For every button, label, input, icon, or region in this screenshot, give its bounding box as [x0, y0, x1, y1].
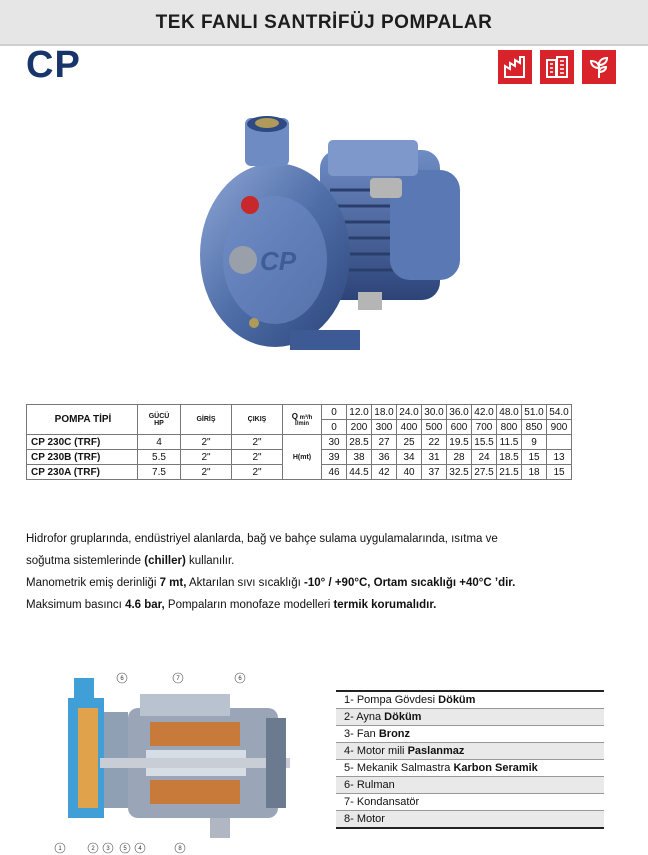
- model-code: CP: [26, 44, 81, 86]
- model-cell: CP 230A (TRF): [27, 465, 138, 480]
- h-cell: 13: [547, 450, 572, 465]
- description-line: Maksimum basıncı 4.6 bar, Pompaların monofaze modelleri termik korumalıdır.: [26, 599, 437, 611]
- q-lmin-cell: 200: [347, 420, 372, 435]
- description-line: Hidrofor gruplarında, endüstriyel alanlarda, bağ ve bahçe sulama uygulamalarında, ısıtma ve: [26, 533, 498, 545]
- h-cell: 30: [322, 435, 347, 450]
- q-lmin-cell: 600: [447, 420, 472, 435]
- q-m3h-cell: 12.0: [347, 405, 372, 420]
- col-model-header: POMPA TİPİ: [27, 405, 138, 435]
- page-header: [0, 0, 648, 46]
- h-cell: 19.5: [447, 435, 472, 450]
- model-cell: CP 230C (TRF): [27, 435, 138, 450]
- inlet-cell: 2": [181, 450, 232, 465]
- h-cell: 28: [447, 450, 472, 465]
- h-cell: 46: [322, 465, 347, 480]
- callout-7: 7: [176, 676, 180, 682]
- svg-text:CP: CP: [260, 246, 297, 276]
- h-cell: 11.5: [497, 435, 522, 450]
- description-line: soğutma sistemlerinde (chiller) kullanılır.: [26, 555, 235, 567]
- h-cell: [547, 435, 572, 450]
- industry-icon: [498, 50, 532, 84]
- q-lmin-cell: 500: [422, 420, 447, 435]
- h-cell: 37: [422, 465, 447, 480]
- q-m3h-cell: 54.0: [547, 405, 572, 420]
- callout-8: 8: [178, 846, 182, 852]
- col-inlet-header: GİRİŞ: [181, 405, 232, 435]
- callout-1: 1: [58, 846, 62, 852]
- callout-2: 2: [91, 846, 95, 852]
- h-cell: 28.5: [347, 435, 372, 450]
- h-cell: 15: [522, 450, 547, 465]
- q-m3h-cell: 24.0: [397, 405, 422, 420]
- h-cell: 25: [397, 435, 422, 450]
- outlet-cell: 2": [232, 465, 283, 480]
- h-cell: 40: [397, 465, 422, 480]
- list-item: 3- Fan Bronz: [336, 726, 604, 743]
- q-m3h-cell: 42.0: [472, 405, 497, 420]
- h-cell: 44.5: [347, 465, 372, 480]
- h-cell: 27: [372, 435, 397, 450]
- h-cell: 15: [547, 465, 572, 480]
- q-lmin-cell: 400: [397, 420, 422, 435]
- h-cell: 39: [322, 450, 347, 465]
- q-lmin-cell: 0: [322, 420, 347, 435]
- q-m3h-cell: 51.0: [522, 405, 547, 420]
- page-title: TEK FANLI SANTRİFÜJ POMPALAR: [155, 12, 493, 33]
- list-item: 1- Pompa Gövdesi Döküm: [336, 692, 604, 709]
- parts-list: [336, 690, 604, 829]
- h-cell: 36: [372, 450, 397, 465]
- outlet-cell: 2": [232, 450, 283, 465]
- cutaway-diagram: [40, 668, 310, 854]
- h-cell: 32.5: [447, 465, 472, 480]
- list-item: 7- Kondansatör: [336, 794, 604, 811]
- q-lmin-cell: 850: [522, 420, 547, 435]
- q-lmin-cell: 300: [372, 420, 397, 435]
- pump-photo: [190, 110, 480, 370]
- plant-icon: [582, 50, 616, 84]
- h-cell: 38: [347, 450, 372, 465]
- h-cell: 9: [522, 435, 547, 450]
- outlet-cell: 2": [232, 435, 283, 450]
- application-icons: [498, 50, 616, 84]
- q-m3h-cell: 48.0: [497, 405, 522, 420]
- power-cell: 4: [138, 435, 181, 450]
- q-lmin-cell: 700: [472, 420, 497, 435]
- model-cell: CP 230B (TRF): [27, 450, 138, 465]
- q-lmin-cell: 800: [497, 420, 522, 435]
- callout-5: 5: [123, 846, 127, 852]
- h-cell: 18.5: [497, 450, 522, 465]
- q-header: Q m³/h l/min: [283, 405, 322, 435]
- list-item: 4- Motor mili Paslanmaz: [336, 743, 604, 760]
- col-power-header: GÜCÜ HP: [138, 405, 181, 435]
- h-cell: 34: [397, 450, 422, 465]
- q-m3h-cell: 0: [322, 405, 347, 420]
- callout-3: 3: [106, 846, 110, 852]
- q-m3h-cell: 30.0: [422, 405, 447, 420]
- inlet-cell: 2": [181, 435, 232, 450]
- inlet-cell: 2": [181, 465, 232, 480]
- h-cell: 31: [422, 450, 447, 465]
- list-item: 5- Mekanik Salmastra Karbon Seramik: [336, 760, 604, 777]
- callout-6b: 6: [238, 676, 242, 682]
- h-label-cell: H(mt): [283, 435, 322, 480]
- q-m3h-cell: 18.0: [372, 405, 397, 420]
- table-row: [27, 435, 572, 450]
- list-item: 2- Ayna Döküm: [336, 709, 604, 726]
- q-lmin-cell: 900: [547, 420, 572, 435]
- description-line: Manometrik emiş derinliği 7 mt, Aktarılan sıvı sıcaklığı -10° / +90°C, Ortam sıcaklığı +40°C ’dir.: [26, 577, 516, 589]
- h-cell: 22: [422, 435, 447, 450]
- callout-4: 4: [138, 846, 142, 852]
- h-cell: 15.5: [472, 435, 497, 450]
- power-cell: 7.5: [138, 465, 181, 480]
- q-m3h-cell: 36.0: [447, 405, 472, 420]
- list-item: 6- Rulman: [336, 777, 604, 794]
- h-cell: 27.5: [472, 465, 497, 480]
- h-cell: 21.5: [497, 465, 522, 480]
- h-cell: 42: [372, 465, 397, 480]
- h-cell: 18: [522, 465, 547, 480]
- col-outlet-header: ÇIKIŞ: [232, 405, 283, 435]
- description-text: [26, 528, 626, 616]
- power-cell: 5.5: [138, 450, 181, 465]
- list-item: 8- Motor: [336, 811, 604, 829]
- building-icon: [540, 50, 574, 84]
- h-cell: 24: [472, 450, 497, 465]
- performance-table: [26, 404, 572, 480]
- callout-6: 6: [120, 676, 124, 682]
